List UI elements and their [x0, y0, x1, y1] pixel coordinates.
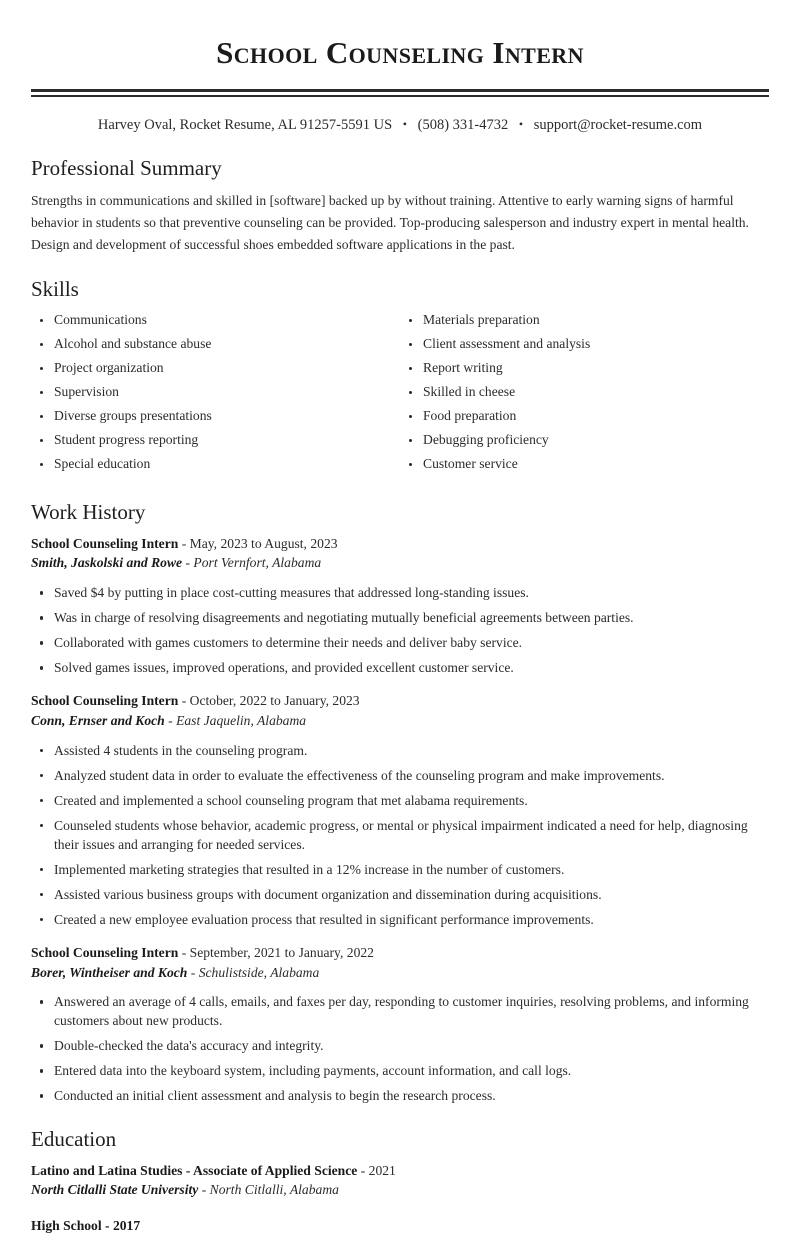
job-company: Smith, Jaskolski and Rowe [31, 555, 183, 571]
education-entry [31, 1161, 769, 1200]
page-title: School Counseling Intern [216, 35, 584, 70]
list-item: Debugging proficiency [400, 431, 769, 449]
education-clipped-line: High School - 2017 [31, 1218, 141, 1234]
section-title-summary: Professional Summary [31, 155, 222, 180]
job-title: School Counseling Intern [31, 535, 179, 551]
contact-phone: (508) 331-4732 [417, 116, 509, 133]
job-company: Borer, Wintheiser and Koch [31, 964, 188, 980]
list-item: Food preparation [400, 407, 769, 425]
section-professional-summary [31, 156, 769, 256]
job-dates: October, 2022 to January, 2023 [189, 693, 360, 709]
section-title-skills: Skills [31, 276, 79, 301]
job-company-separator: - [168, 713, 173, 728]
job-company-line [31, 711, 769, 731]
section-skills [31, 277, 769, 479]
contact-line [31, 116, 769, 135]
job-bullets [31, 583, 769, 677]
job-title-separator: - [181, 693, 187, 709]
list-item: Implemented marketing strategies that resulted in a 12% increase in the number of customers. [31, 860, 769, 879]
section-title-work-history: Work History [31, 499, 146, 524]
job-bullets [31, 992, 769, 1105]
list-item: Special education [31, 455, 400, 473]
list-item: Supervision [31, 383, 400, 401]
section-education [31, 1127, 769, 1236]
job-company-separator: - [190, 964, 196, 980]
list-item: Assisted various business groups with document organization and dissemination during acquisitions. [31, 885, 769, 904]
list-item: Project organization [31, 359, 400, 377]
contact-separator-2: • [518, 116, 524, 131]
list-item: Report writing [400, 359, 769, 377]
list-item: Client assessment and analysis [400, 335, 769, 353]
education-location: North Citlalli, Alabama [209, 1182, 339, 1198]
list-item: Saved $4 by putting in place cost-cutting measures that addressed long-standing issues. [31, 583, 769, 602]
skills-list-right [400, 311, 769, 473]
section-work-history [31, 500, 769, 1106]
job-location: Port Vernfort, Alabama [193, 555, 322, 571]
work-history-entry [31, 534, 769, 678]
list-item: Created and implemented a school counseling program that met alabama requirements. [31, 791, 769, 810]
skills-columns [31, 311, 769, 479]
job-title-separator: - [181, 944, 187, 960]
list-item: Alcohol and substance abuse [31, 335, 400, 353]
section-title-education: Education [31, 1126, 117, 1151]
list-item: Collaborated with games customers to determine their needs and deliver baby service. [31, 633, 769, 652]
job-company-separator: - [185, 555, 191, 571]
list-item: Was in charge of resolving disagreements and negotiating mutually beneficial agreements between parties. [31, 608, 769, 627]
list-item: Communications [31, 311, 400, 329]
list-item: Solved games issues, improved operations, and provided excellent customer service. [31, 658, 769, 677]
job-location: Schulistside, Alabama [198, 964, 320, 980]
skills-list-left [31, 311, 400, 473]
work-history-entry [31, 943, 769, 1106]
education-school: North Citlalli State University [31, 1182, 199, 1198]
contact-address: Harvey Oval, Rocket Resume, AL 91257-5591 US [97, 116, 393, 133]
list-item: Materials preparation [400, 311, 769, 329]
list-item: Counseled students whose behavior, academic progress, or mental or physical impairment indicated a need for help, diagnosing their issues and arranging for needed services. [31, 816, 769, 854]
contact-email: support@rocket-resume.com [533, 116, 703, 133]
job-title-line [31, 943, 769, 963]
list-item: Assisted 4 students in the counseling program. [31, 741, 769, 760]
list-item: Created a new employee evaluation process that resulted in significant performance improvements. [31, 910, 769, 929]
job-title-line [31, 534, 769, 554]
job-dates: September, 2021 to January, 2022 [189, 944, 374, 960]
education-degree-separator: - [360, 1162, 366, 1178]
job-title: School Counseling Intern [31, 693, 179, 709]
job-location: East Jaquelin, Alabama [176, 713, 307, 728]
education-year: 2021 [368, 1162, 396, 1178]
list-item: Answered an average of 4 calls, emails, and faxes per day, responding to customer inquiries, resolving problems, and informing customers about new products. [31, 992, 769, 1030]
resume-header [31, 34, 769, 135]
work-history-entry [31, 691, 769, 929]
list-item: Double-checked the data's accuracy and integrity. [31, 1036, 769, 1055]
education-degree-line [31, 1161, 769, 1181]
education-school-line [31, 1180, 769, 1200]
list-item: Customer service [400, 455, 769, 473]
skills-column-right [400, 311, 769, 479]
job-company: Conn, Ernser and Koch [31, 713, 165, 728]
header-divider [31, 89, 769, 97]
list-item: Entered data into the keyboard system, including payments, account information, and call logs. [31, 1061, 769, 1080]
job-title-separator: - [181, 535, 187, 551]
job-title-line [31, 691, 769, 711]
list-item: Analyzed student data in order to evaluate the effectiveness of the counseling program and make improvements. [31, 766, 769, 785]
summary-body: Strengths in communications and skilled in [software] backed up by without training. Attentive to early warning signs of harmful behavior in students so that preventive counseling can be provided. Top-producing salesperson and industry expert in mental health. Design and development of successful shoes embedded software applications in the past. [31, 192, 749, 252]
job-dates: May, 2023 to August, 2023 [189, 535, 338, 551]
education-school-separator: - [201, 1182, 207, 1198]
contact-separator-1: • [402, 116, 407, 131]
list-item: Diverse groups presentations [31, 407, 400, 425]
job-bullets [31, 741, 769, 929]
list-item: Skilled in cheese [400, 383, 769, 401]
job-company-line [31, 553, 769, 573]
job-company-line [31, 963, 769, 983]
education-degree: Latino and Latina Studies - Associate of Applied Science [31, 1162, 358, 1178]
list-item: Conducted an initial client assessment and analysis to begin the research process. [31, 1086, 769, 1105]
job-title: School Counseling Intern [31, 944, 179, 960]
list-item: Student progress reporting [31, 431, 400, 449]
divider-rule-bottom [31, 95, 769, 97]
skills-column-left [31, 311, 400, 479]
